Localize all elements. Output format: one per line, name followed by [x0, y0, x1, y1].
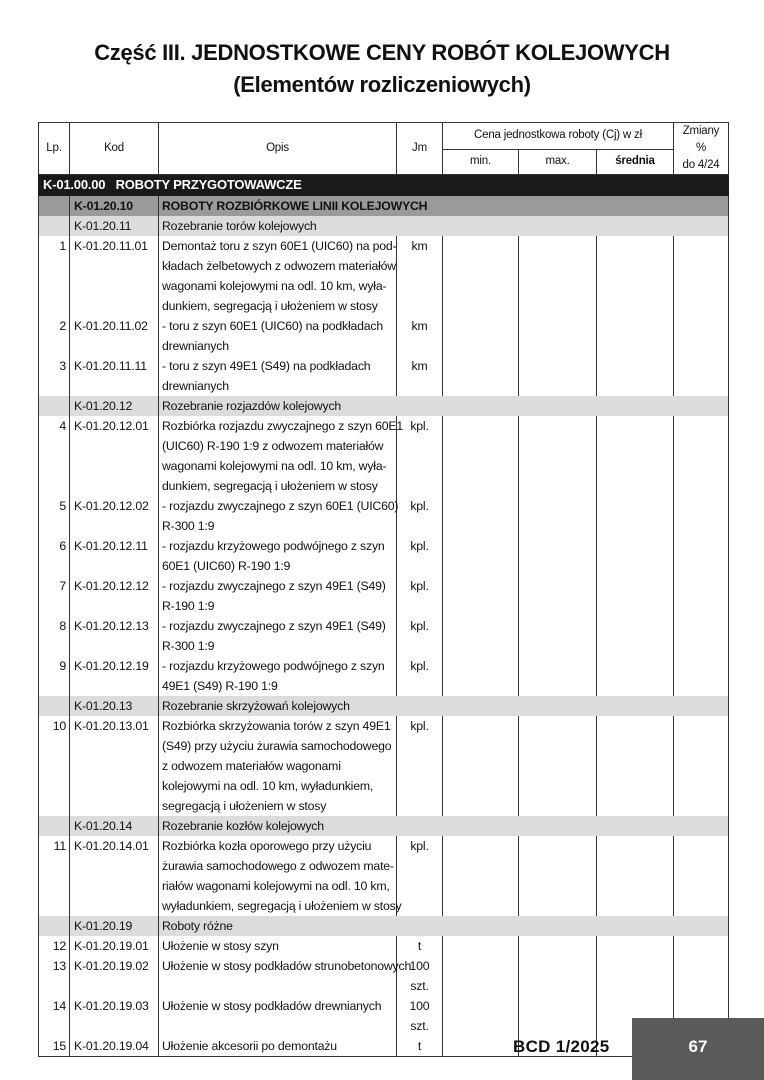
- row-srednia: [597, 416, 674, 496]
- row-zmiany: [674, 536, 729, 576]
- row-opis-line: Ułożenie w stosy podkładów drewnianych: [162, 999, 382, 1013]
- group-row: [39, 696, 729, 716]
- row-lp: 11: [39, 836, 70, 916]
- row-kod: K-01.20.11.01: [70, 236, 159, 316]
- row-srednia: [597, 716, 674, 816]
- row-kod: K-01.20.12.01: [70, 416, 159, 496]
- row-min: [443, 716, 519, 816]
- row-opis-line: dunkiem, segregacją i ułożeniem w stosy: [162, 299, 378, 313]
- table-row: [39, 416, 729, 496]
- header-min: min.: [443, 149, 519, 174]
- row-opis: [159, 536, 397, 576]
- row-kod: K-01.20.12.13: [70, 616, 159, 656]
- row-srednia: [597, 576, 674, 616]
- row-opis-line: Rozbiórka rozjazdu zwyczajnego z szyn 60E1: [162, 419, 404, 433]
- row-opis: [159, 1036, 397, 1057]
- row-opis-line: - rozjazdu zwyczajnego z szyn 49E1 (S49): [162, 619, 386, 633]
- table-row: [39, 956, 729, 996]
- row-srednia: [597, 836, 674, 916]
- row-opis-line: R-300 1:9: [162, 639, 215, 653]
- table-row: [39, 356, 729, 396]
- row-jm: kpl.: [397, 836, 443, 916]
- row-lp: 8: [39, 616, 70, 656]
- row-lp: 14: [39, 996, 70, 1036]
- row-opis: [159, 836, 402, 916]
- header-kod: Kod: [70, 123, 159, 175]
- table-row: [39, 536, 729, 576]
- row-zmiany: [674, 956, 729, 996]
- row-opis-line: Rozbiórka kozła oporowego przy użyciu: [162, 839, 372, 853]
- section-code: K-01.00.00: [43, 177, 106, 192]
- header-opis: Opis: [159, 123, 397, 175]
- row-lp: 2: [39, 316, 70, 356]
- row-jm: kpl.: [397, 536, 443, 576]
- row-zmiany: [674, 496, 729, 536]
- row-lp: 12: [39, 936, 70, 956]
- row-zmiany: [674, 836, 729, 916]
- row-srednia: [597, 656, 674, 696]
- row-lp: 7: [39, 576, 70, 616]
- page-subtitle: (Elementów rozliczeniowych): [233, 72, 531, 97]
- row-zmiany: [674, 716, 729, 816]
- group-name: Rozebranie kozłów kolejowych: [159, 816, 729, 836]
- row-kod: K-01.20.19.03: [70, 996, 159, 1036]
- table-row: [39, 616, 729, 656]
- page-title: Część III. JEDNOSTKOWE CENY ROBÓT KOLEJOWYCH: [94, 40, 670, 65]
- row-opis-line: żurawia samochodowego z odwozem mate-: [162, 859, 394, 873]
- row-kod: K-01.20.19.04: [70, 1036, 159, 1057]
- row-zmiany: [674, 356, 729, 396]
- row-opis-line: Rozbiórka skrzyżowania torów z szyn 49E1: [162, 719, 391, 733]
- footer-label: BCD 1/2025: [513, 1037, 610, 1056]
- row-kod: K-01.20.12.02: [70, 496, 159, 536]
- row-max: [519, 236, 597, 316]
- row-opis-line: wyładunkiem, segregacją i ułożeniem w stosy: [162, 899, 402, 913]
- row-zmiany: [674, 936, 729, 956]
- header-jm: Jm: [397, 123, 443, 175]
- row-max: [519, 656, 597, 696]
- section-name: ROBOTY PRZYGOTOWAWCZE: [115, 177, 302, 192]
- row-opis-line: wagonami kolejowymi na odl. 10 km, wyła-: [162, 279, 387, 293]
- row-srednia: [597, 236, 674, 316]
- row-min: [443, 576, 519, 616]
- table-row: [39, 496, 729, 536]
- header-zmiany: [674, 123, 729, 175]
- row-zmiany: [674, 576, 729, 616]
- row-max: [519, 316, 597, 356]
- group-name: Rozebranie skrzyżowań kolejowych: [159, 696, 729, 716]
- row-kod: K-01.20.12.11: [70, 536, 159, 576]
- row-max: [519, 836, 597, 916]
- row-opis: [159, 496, 397, 536]
- header-srednia: średnia: [597, 149, 674, 174]
- group-code: K-01.20.11: [70, 216, 159, 236]
- row-zmiany: [674, 416, 729, 496]
- row-lp: 10: [39, 716, 70, 816]
- row-opis-line: Ułożenie w stosy podkładów strunobetonowych: [162, 959, 412, 973]
- header-zmiany-line2: do 4/24: [682, 159, 720, 171]
- row-opis: [159, 616, 397, 656]
- row-min: [443, 956, 519, 996]
- header-max: max.: [519, 149, 597, 174]
- row-zmiany: [674, 316, 729, 356]
- row-min: [443, 656, 519, 696]
- header-cena: Cena jednostkowa roboty (Cj) w zł: [443, 123, 674, 150]
- row-opis-line: R-300 1:9: [162, 519, 215, 533]
- group-row: [39, 816, 729, 836]
- table-row: [39, 656, 729, 696]
- row-opis: [159, 936, 397, 956]
- row-opis-line: 49E1 (S49) R-190 1:9: [162, 679, 278, 693]
- group-row: [39, 916, 729, 936]
- row-max: [519, 496, 597, 536]
- row-opis-line: wagonami kolejowymi na odl. 10 km, wyła-: [162, 459, 387, 473]
- header-zmiany-line1: Zmiany %: [682, 125, 720, 154]
- row-max: [519, 356, 597, 396]
- group-code: K-01.20.14: [70, 816, 159, 836]
- row-kod: K-01.20.11.02: [70, 316, 159, 356]
- subsection-row: [39, 196, 729, 217]
- row-jm: 100 szt.: [397, 996, 443, 1036]
- row-lp: 9: [39, 656, 70, 696]
- row-lp: 6: [39, 536, 70, 576]
- row-jm: kpl.: [397, 496, 443, 536]
- row-opis-line: - toru z szyn 49E1 (S49) na podkładach: [162, 359, 371, 373]
- group-row: [39, 396, 729, 416]
- row-opis-line: drewnianych: [162, 379, 229, 393]
- row-min: [443, 316, 519, 356]
- row-opis-line: - toru z szyn 60E1 (UIC60) na podkładach: [162, 319, 383, 333]
- row-min: [443, 536, 519, 576]
- row-min: [443, 616, 519, 656]
- row-max: [519, 536, 597, 576]
- row-opis-line: segregacją i ułożeniem w stosy: [162, 799, 327, 813]
- row-opis-line: kładach żelbetowych z odwozem materiałów: [162, 259, 396, 273]
- row-lp: 3: [39, 356, 70, 396]
- row-jm: t: [397, 936, 443, 956]
- row-jm: kpl.: [397, 656, 443, 696]
- row-srednia: [597, 956, 674, 996]
- row-opis: [159, 356, 397, 396]
- row-kod: K-01.20.11.11: [70, 356, 159, 396]
- group-name: Rozebranie torów kolejowych: [159, 216, 729, 236]
- row-srednia: [597, 316, 674, 356]
- row-max: [519, 576, 597, 616]
- row-opis: [159, 316, 397, 356]
- row-min: [443, 356, 519, 396]
- row-opis: [159, 716, 397, 816]
- row-jm: 100 szt.: [397, 956, 443, 996]
- row-min: [443, 496, 519, 536]
- row-max: [519, 616, 597, 656]
- row-zmiany: [674, 656, 729, 696]
- price-table: [38, 122, 729, 1057]
- row-opis-line: - rozjazdu krzyżowego podwójnego z szyn: [162, 659, 385, 673]
- row-opis-line: Ułożenie akcesorii po demontażu: [162, 1039, 337, 1053]
- row-opis-line: dunkiem, segregacją i ułożeniem w stosy: [162, 479, 378, 493]
- row-kod: K-01.20.12.19: [70, 656, 159, 696]
- row-opis-line: drewnianych: [162, 339, 229, 353]
- row-lp: 4: [39, 416, 70, 496]
- table-row: [39, 316, 729, 356]
- row-zmiany: [674, 236, 729, 316]
- row-min: [443, 836, 519, 916]
- row-opis-line: riałów wagonami kolejowymi na odl. 10 km,: [162, 879, 390, 893]
- row-opis-line: (UIC60) R-190 1:9 z odwozem materiałów: [162, 439, 384, 453]
- row-zmiany: [674, 616, 729, 656]
- page-number: 67: [688, 1037, 708, 1056]
- row-opis: [159, 656, 397, 696]
- group-name: Rozebranie rozjazdów kolejowych: [159, 396, 729, 416]
- group-code: K-01.20.13: [70, 696, 159, 716]
- row-opis-line: kolejowymi na odl. 10 km, wyładunkiem,: [162, 779, 374, 793]
- group-code: K-01.20.19: [70, 916, 159, 936]
- row-kod: K-01.20.14.01: [70, 836, 159, 916]
- group-row: [39, 216, 729, 236]
- row-max: [519, 956, 597, 996]
- row-jm: km: [397, 236, 443, 316]
- table-row: [39, 236, 729, 316]
- subsection-code: K-01.20.10: [70, 196, 159, 217]
- row-opis: [159, 236, 397, 316]
- row-opis-line: - rozjazdu krzyżowego podwójnego z szyn: [162, 539, 385, 553]
- row-opis-line: - rozjazdu zwyczajnego z szyn 60E1 (UIC60): [162, 499, 399, 513]
- row-lp: 15: [39, 1036, 70, 1057]
- table-row: [39, 716, 729, 816]
- row-min: [443, 236, 519, 316]
- row-kod: K-01.20.13.01: [70, 716, 159, 816]
- row-kod: K-01.20.19.02: [70, 956, 159, 996]
- table-row: [39, 836, 729, 916]
- row-opis-line: z odwozem materiałów wagonami: [162, 759, 341, 773]
- section-row: [39, 175, 729, 196]
- row-max: [519, 936, 597, 956]
- subsection-name: ROBOTY ROZBIÓRKOWE LINII KOLEJOWYCH: [159, 196, 729, 217]
- row-lp: 1: [39, 236, 70, 316]
- row-kod: K-01.20.19.01: [70, 936, 159, 956]
- row-srednia: [597, 536, 674, 576]
- row-srednia: [597, 936, 674, 956]
- row-max: [519, 416, 597, 496]
- group-code: K-01.20.12: [70, 396, 159, 416]
- row-opis: [159, 956, 412, 996]
- group-name: Roboty różne: [159, 916, 729, 936]
- row-jm: kpl.: [397, 416, 443, 496]
- header-lp: Lp.: [39, 123, 70, 175]
- row-srednia: [597, 496, 674, 536]
- row-lp: 13: [39, 956, 70, 996]
- row-srednia: [597, 616, 674, 656]
- row-jm: kpl.: [397, 616, 443, 656]
- row-opis-line: - rozjazdu zwyczajnego z szyn 49E1 (S49): [162, 579, 386, 593]
- row-opis: [159, 576, 397, 616]
- row-opis-line: (S49) przy użyciu żurawia samochodowego: [162, 739, 392, 753]
- row-max: [519, 716, 597, 816]
- row-kod: K-01.20.12.12: [70, 576, 159, 616]
- row-jm: kpl.: [397, 716, 443, 816]
- row-opis: [159, 416, 404, 496]
- row-jm: km: [397, 356, 443, 396]
- row-lp: 5: [39, 496, 70, 536]
- row-srednia: [597, 356, 674, 396]
- table-row: [39, 576, 729, 616]
- row-opis-line: Ułożenie w stosy szyn: [162, 939, 279, 953]
- row-opis-line: R-190 1:9: [162, 599, 215, 613]
- row-min: [443, 936, 519, 956]
- table-body: [39, 175, 729, 1057]
- row-jm: km: [397, 316, 443, 356]
- row-opis: [159, 996, 397, 1036]
- row-jm: t: [397, 1036, 443, 1057]
- row-min: [443, 416, 519, 496]
- row-opis-line: 60E1 (UIC60) R-190 1:9: [162, 559, 291, 573]
- row-jm: kpl.: [397, 576, 443, 616]
- table-row: [39, 936, 729, 956]
- row-opis-line: Demontaż toru z szyn 60E1 (UIC60) na pod-: [162, 239, 397, 253]
